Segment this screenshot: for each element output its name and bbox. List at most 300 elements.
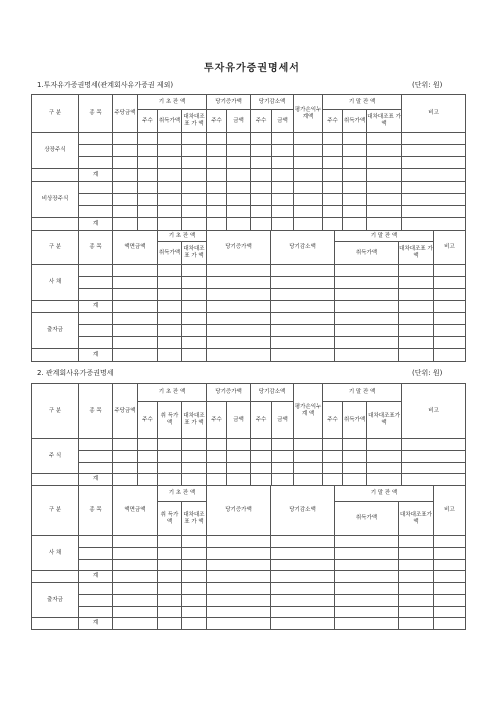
table-cell[interactable] [207, 157, 227, 169]
table-cell[interactable] [113, 349, 158, 362]
table-cell[interactable] [251, 474, 272, 486]
table-cell[interactable] [402, 463, 466, 474]
table-cell[interactable] [294, 182, 323, 194]
table-cell[interactable] [158, 337, 182, 349]
table-cell[interactable] [138, 157, 158, 169]
table-cell[interactable] [227, 439, 251, 451]
table-cell[interactable] [272, 474, 294, 486]
table-cell[interactable] [182, 206, 207, 218]
table-cell[interactable] [434, 277, 466, 289]
table-cell[interactable] [399, 265, 434, 277]
table-cell[interactable] [79, 313, 113, 325]
table-cell[interactable] [251, 182, 272, 194]
table-cell[interactable] [138, 439, 158, 451]
table-cell[interactable] [182, 536, 207, 548]
table-cell[interactable] [402, 451, 466, 463]
table-cell[interactable] [158, 313, 182, 325]
table-cell[interactable] [272, 133, 294, 145]
table-cell[interactable] [158, 265, 182, 277]
table-cell[interactable] [158, 583, 182, 595]
table-cell[interactable] [272, 169, 294, 182]
table-cell[interactable] [271, 289, 335, 301]
table-cell[interactable] [113, 583, 158, 595]
table-cell[interactable] [207, 536, 271, 548]
table-cell[interactable] [399, 571, 434, 583]
table-cell[interactable] [182, 548, 207, 560]
table-cell[interactable] [343, 157, 367, 169]
table-cell[interactable] [182, 595, 207, 607]
table-cell[interactable] [399, 277, 434, 289]
table-cell[interactable] [335, 325, 399, 337]
table-cell[interactable] [113, 548, 158, 560]
table-cell[interactable] [113, 194, 138, 206]
table-cell[interactable] [335, 313, 399, 325]
table-cell[interactable] [113, 325, 158, 337]
table-cell[interactable] [207, 463, 227, 474]
table-cell[interactable] [182, 463, 207, 474]
table-cell[interactable] [271, 325, 335, 337]
table-cell[interactable] [271, 583, 335, 595]
table-cell[interactable] [113, 145, 138, 157]
table-cell[interactable] [434, 560, 466, 571]
table-cell[interactable] [335, 277, 399, 289]
table-cell[interactable] [227, 157, 251, 169]
table-cell[interactable] [294, 463, 323, 474]
table-cell[interactable] [227, 463, 251, 474]
table-cell[interactable] [32, 618, 79, 630]
table-cell[interactable] [138, 451, 158, 463]
table-cell[interactable] [434, 583, 466, 595]
table-cell[interactable] [158, 618, 182, 630]
table-cell[interactable] [402, 194, 466, 206]
table-cell[interactable] [402, 169, 466, 182]
table-cell[interactable] [272, 206, 294, 218]
table-cell[interactable] [294, 169, 323, 182]
table-cell[interactable] [113, 277, 158, 289]
table-cell[interactable] [251, 145, 272, 157]
table-cell[interactable] [182, 182, 207, 194]
table-cell[interactable] [113, 439, 138, 451]
table-cell[interactable] [79, 463, 113, 474]
table-cell[interactable] [251, 451, 272, 463]
table-cell[interactable] [182, 277, 207, 289]
table-cell[interactable] [138, 133, 158, 145]
table-cell[interactable] [182, 301, 207, 313]
table-cell[interactable] [271, 277, 335, 289]
table-cell[interactable] [272, 439, 294, 451]
table-cell[interactable] [343, 194, 367, 206]
table-cell[interactable] [113, 313, 158, 325]
table-cell[interactable] [227, 182, 251, 194]
table-cell[interactable] [158, 349, 182, 362]
table-cell[interactable] [271, 571, 335, 583]
table-cell[interactable] [251, 218, 272, 231]
table-cell[interactable] [207, 301, 271, 313]
table-cell[interactable] [207, 595, 271, 607]
table-cell[interactable] [79, 145, 113, 157]
table-cell[interactable] [79, 157, 113, 169]
table-cell[interactable] [138, 206, 158, 218]
table-cell[interactable] [402, 133, 466, 145]
table-cell[interactable] [251, 463, 272, 474]
table-cell[interactable] [434, 301, 466, 313]
table-cell[interactable] [207, 169, 227, 182]
table-cell[interactable] [79, 451, 113, 463]
table-cell[interactable] [434, 607, 466, 618]
table-cell[interactable] [182, 349, 207, 362]
table-cell[interactable] [335, 301, 399, 313]
table-cell[interactable] [294, 133, 323, 145]
table-cell[interactable] [182, 325, 207, 337]
table-cell[interactable] [182, 560, 207, 571]
table-cell[interactable] [207, 571, 271, 583]
table-cell[interactable] [207, 182, 227, 194]
table-cell[interactable] [113, 571, 158, 583]
table-cell[interactable] [79, 583, 113, 595]
table-cell[interactable] [251, 157, 272, 169]
table-cell[interactable] [251, 439, 272, 451]
table-cell[interactable] [323, 218, 343, 231]
table-cell[interactable] [207, 145, 227, 157]
table-cell[interactable] [323, 194, 343, 206]
table-cell[interactable] [271, 536, 335, 548]
table-cell[interactable] [158, 277, 182, 289]
table-cell[interactable] [158, 182, 182, 194]
table-cell[interactable] [32, 169, 79, 182]
table-cell[interactable] [207, 560, 271, 571]
table-cell[interactable] [402, 145, 466, 157]
table-cell[interactable] [182, 218, 207, 231]
table-cell[interactable] [32, 301, 79, 313]
table-cell[interactable] [434, 618, 466, 630]
table-cell[interactable] [79, 536, 113, 548]
table-cell[interactable] [271, 548, 335, 560]
table-cell[interactable] [272, 157, 294, 169]
table-cell[interactable] [182, 337, 207, 349]
table-cell[interactable] [399, 618, 434, 630]
table-cell[interactable] [113, 451, 138, 463]
table-cell[interactable] [399, 536, 434, 548]
table-cell[interactable] [272, 463, 294, 474]
table-cell[interactable] [138, 218, 158, 231]
table-cell[interactable] [294, 206, 323, 218]
table-cell[interactable] [182, 169, 207, 182]
table-cell[interactable] [113, 536, 158, 548]
table-cell[interactable] [182, 451, 207, 463]
table-cell[interactable] [158, 301, 182, 313]
table-cell[interactable] [399, 349, 434, 362]
table-cell[interactable] [335, 265, 399, 277]
table-cell[interactable] [227, 133, 251, 145]
table-cell[interactable] [399, 560, 434, 571]
table-cell[interactable] [182, 474, 207, 486]
table-cell[interactable] [138, 182, 158, 194]
table-cell[interactable] [367, 194, 402, 206]
table-cell[interactable] [294, 474, 323, 486]
table-cell[interactable] [271, 560, 335, 571]
table-cell[interactable] [158, 560, 182, 571]
table-cell[interactable] [32, 474, 79, 486]
table-cell[interactable] [402, 157, 466, 169]
table-cell[interactable] [207, 206, 227, 218]
table-cell[interactable] [79, 182, 113, 194]
table-cell[interactable] [158, 474, 182, 486]
table-cell[interactable] [158, 194, 182, 206]
table-cell[interactable] [158, 325, 182, 337]
table-cell[interactable] [113, 337, 158, 349]
table-cell[interactable] [399, 595, 434, 607]
table-cell[interactable] [138, 463, 158, 474]
table-cell[interactable] [207, 548, 271, 560]
table-cell[interactable] [79, 194, 113, 206]
table-cell[interactable] [182, 583, 207, 595]
table-cell[interactable] [343, 169, 367, 182]
table-cell[interactable] [207, 313, 271, 325]
table-cell[interactable] [182, 439, 207, 451]
table-cell[interactable] [323, 463, 343, 474]
table-cell[interactable] [158, 607, 182, 618]
table-cell[interactable] [79, 439, 113, 451]
table-cell[interactable] [79, 337, 113, 349]
table-cell[interactable] [158, 463, 182, 474]
table-cell[interactable] [207, 349, 271, 362]
table-cell[interactable] [399, 325, 434, 337]
table-cell[interactable] [343, 463, 367, 474]
table-cell[interactable] [138, 169, 158, 182]
table-cell[interactable] [323, 133, 343, 145]
table-cell[interactable] [113, 289, 158, 301]
table-cell[interactable] [113, 560, 158, 571]
table-cell[interactable] [207, 337, 271, 349]
table-cell[interactable] [113, 301, 158, 313]
table-cell[interactable] [343, 182, 367, 194]
table-cell[interactable] [113, 265, 158, 277]
table-cell[interactable] [434, 325, 466, 337]
table-cell[interactable] [182, 133, 207, 145]
table-cell[interactable] [271, 313, 335, 325]
table-cell[interactable] [251, 169, 272, 182]
table-cell[interactable] [402, 206, 466, 218]
table-cell[interactable] [335, 349, 399, 362]
table-cell[interactable] [79, 607, 113, 618]
table-cell[interactable] [294, 451, 323, 463]
table-cell[interactable] [251, 133, 272, 145]
table-cell[interactable] [227, 194, 251, 206]
table-cell[interactable] [434, 571, 466, 583]
table-cell[interactable] [113, 463, 138, 474]
table-cell[interactable] [335, 289, 399, 301]
table-cell[interactable] [335, 337, 399, 349]
table-cell[interactable] [402, 218, 466, 231]
table-cell[interactable] [207, 289, 271, 301]
table-cell[interactable] [79, 277, 113, 289]
table-cell[interactable] [402, 182, 466, 194]
table-cell[interactable] [343, 474, 367, 486]
table-cell[interactable] [399, 548, 434, 560]
table-cell[interactable] [399, 289, 434, 301]
table-cell[interactable] [271, 595, 335, 607]
table-cell[interactable] [323, 182, 343, 194]
table-cell[interactable] [271, 618, 335, 630]
table-cell[interactable] [158, 169, 182, 182]
table-cell[interactable] [343, 451, 367, 463]
table-cell[interactable] [113, 182, 138, 194]
table-cell[interactable] [207, 265, 271, 277]
table-cell[interactable] [158, 218, 182, 231]
table-cell[interactable] [158, 206, 182, 218]
table-cell[interactable] [158, 548, 182, 560]
table-cell[interactable] [79, 289, 113, 301]
table-cell[interactable] [335, 595, 399, 607]
table-cell[interactable] [335, 560, 399, 571]
table-cell[interactable] [367, 463, 402, 474]
table-cell[interactable] [399, 313, 434, 325]
table-cell[interactable] [207, 618, 271, 630]
table-cell[interactable] [79, 206, 113, 218]
table-cell[interactable] [182, 194, 207, 206]
table-cell[interactable] [399, 607, 434, 618]
table-cell[interactable] [113, 133, 138, 145]
table-cell[interactable] [113, 474, 138, 486]
table-cell[interactable] [182, 571, 207, 583]
table-cell[interactable] [399, 583, 434, 595]
table-cell[interactable] [158, 157, 182, 169]
table-cell[interactable] [434, 289, 466, 301]
table-cell[interactable] [207, 451, 227, 463]
table-cell[interactable] [367, 157, 402, 169]
table-cell[interactable] [343, 145, 367, 157]
table-cell[interactable] [294, 439, 323, 451]
table-cell[interactable] [138, 474, 158, 486]
table-cell[interactable] [158, 145, 182, 157]
table-cell[interactable] [271, 265, 335, 277]
table-cell[interactable] [113, 169, 138, 182]
table-cell[interactable] [32, 218, 79, 231]
table-cell[interactable] [335, 548, 399, 560]
table-cell[interactable] [158, 451, 182, 463]
table-cell[interactable] [399, 337, 434, 349]
table-cell[interactable] [158, 439, 182, 451]
table-cell[interactable] [113, 607, 158, 618]
table-cell[interactable] [138, 145, 158, 157]
table-cell[interactable] [79, 133, 113, 145]
table-cell[interactable] [343, 206, 367, 218]
table-cell[interactable] [271, 337, 335, 349]
table-cell[interactable] [367, 474, 402, 486]
table-cell[interactable] [113, 218, 138, 231]
table-cell[interactable] [227, 218, 251, 231]
table-cell[interactable] [294, 194, 323, 206]
table-cell[interactable] [343, 439, 367, 451]
table-cell[interactable] [335, 618, 399, 630]
table-cell[interactable] [207, 133, 227, 145]
table-cell[interactable] [251, 206, 272, 218]
table-cell[interactable] [343, 218, 367, 231]
table-cell[interactable] [158, 133, 182, 145]
table-cell[interactable] [207, 218, 227, 231]
table-cell[interactable] [113, 595, 158, 607]
table-cell[interactable] [399, 301, 434, 313]
table-cell[interactable] [434, 349, 466, 362]
table-cell[interactable] [434, 337, 466, 349]
table-cell[interactable] [227, 145, 251, 157]
table-cell[interactable] [207, 583, 271, 595]
table-cell[interactable] [367, 218, 402, 231]
table-cell[interactable] [323, 474, 343, 486]
table-cell[interactable] [434, 313, 466, 325]
table-cell[interactable] [272, 451, 294, 463]
table-cell[interactable] [207, 194, 227, 206]
table-cell[interactable] [434, 548, 466, 560]
table-cell[interactable] [227, 169, 251, 182]
table-cell[interactable] [294, 218, 323, 231]
table-cell[interactable] [32, 571, 79, 583]
table-cell[interactable] [138, 194, 158, 206]
table-cell[interactable] [271, 301, 335, 313]
table-cell[interactable] [113, 618, 158, 630]
table-cell[interactable] [79, 560, 113, 571]
table-cell[interactable] [227, 474, 251, 486]
table-cell[interactable] [207, 277, 271, 289]
table-cell[interactable] [207, 607, 271, 618]
table-cell[interactable] [32, 349, 79, 362]
table-cell[interactable] [113, 206, 138, 218]
table-cell[interactable] [182, 313, 207, 325]
table-cell[interactable] [434, 265, 466, 277]
table-cell[interactable] [434, 595, 466, 607]
table-cell[interactable] [182, 607, 207, 618]
table-cell[interactable] [158, 595, 182, 607]
table-cell[interactable] [272, 145, 294, 157]
table-cell[interactable] [158, 571, 182, 583]
table-cell[interactable] [402, 474, 466, 486]
table-cell[interactable] [323, 451, 343, 463]
table-cell[interactable] [367, 133, 402, 145]
table-cell[interactable] [227, 206, 251, 218]
table-cell[interactable] [323, 206, 343, 218]
table-cell[interactable] [79, 548, 113, 560]
table-cell[interactable] [335, 583, 399, 595]
table-cell[interactable] [207, 474, 227, 486]
table-cell[interactable] [343, 133, 367, 145]
table-cell[interactable] [323, 145, 343, 157]
table-cell[interactable] [227, 451, 251, 463]
table-cell[interactable] [402, 439, 466, 451]
table-cell[interactable] [79, 325, 113, 337]
table-cell[interactable] [335, 536, 399, 548]
table-cell[interactable] [323, 439, 343, 451]
table-cell[interactable] [271, 349, 335, 362]
table-cell[interactable] [367, 439, 402, 451]
table-cell[interactable] [367, 182, 402, 194]
table-cell[interactable] [182, 618, 207, 630]
table-cell[interactable] [182, 265, 207, 277]
table-cell[interactable] [323, 169, 343, 182]
table-cell[interactable] [182, 289, 207, 301]
table-cell[interactable] [79, 265, 113, 277]
table-cell[interactable] [367, 169, 402, 182]
table-cell[interactable] [367, 451, 402, 463]
table-cell[interactable] [251, 194, 272, 206]
table-cell[interactable] [182, 145, 207, 157]
table-cell[interactable] [434, 536, 466, 548]
table-cell[interactable] [207, 439, 227, 451]
table-cell[interactable] [367, 206, 402, 218]
table-cell[interactable] [79, 595, 113, 607]
table-cell[interactable] [272, 182, 294, 194]
table-cell[interactable] [207, 325, 271, 337]
table-cell[interactable] [158, 289, 182, 301]
